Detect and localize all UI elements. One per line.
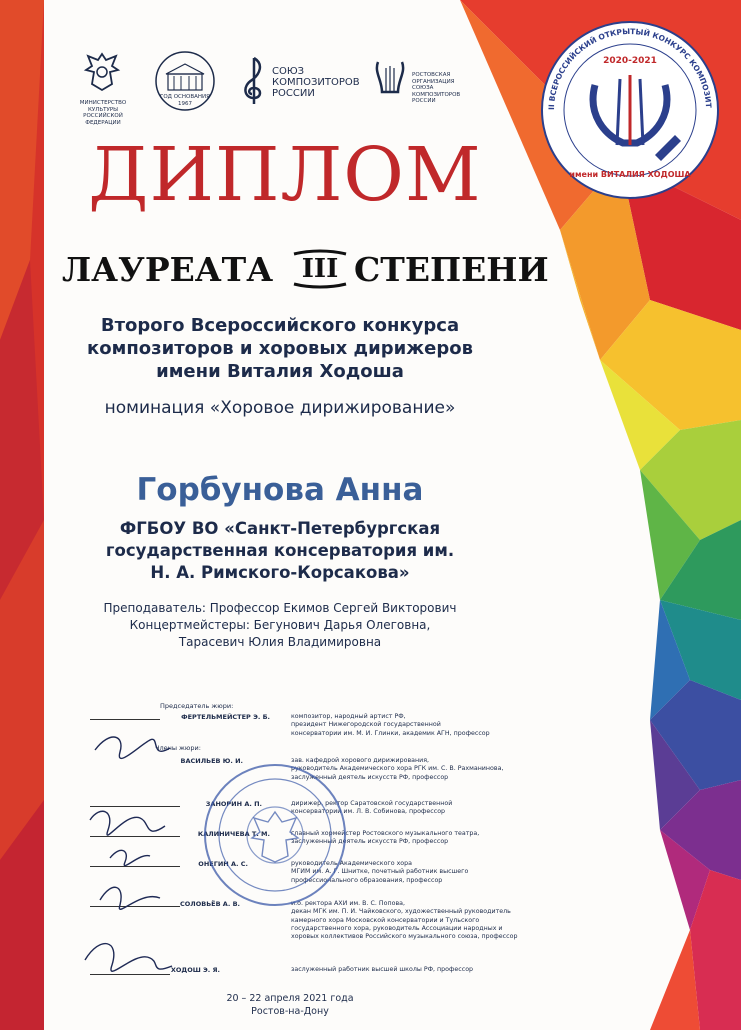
jury-member-name: ХОДОШ Э. Я. (170, 966, 220, 974)
jury-members-label: Члены жюри: (155, 744, 201, 752)
jury-member-desc: главный хормейстер Ростовского музыкального театра, заслуженный деятель искусств РФ, профессор (291, 830, 480, 846)
emblem-years: 2020-2021 (603, 56, 657, 66)
accompanists-line-2: Тарасевич Юлия Владимировна (178, 635, 382, 649)
institution-line-1: ФГБОУ ВО «Санкт-Петербургская (119, 519, 441, 538)
degree-left-word: ЛАУРЕАТА (62, 250, 274, 289)
jury-member-name: СОЛОВЬЁВ А. В. (180, 900, 240, 908)
jury-member-name: ВАСИЛЬЕВ Ю. И. (180, 757, 243, 765)
conservatory-caption: ГОД ОСНОВАНИЯ (160, 94, 210, 100)
conservatory-year: 1967 (178, 101, 192, 107)
accompanists-line-1: Концертмейстеры: Бегунович Дарья Олеговна, (129, 618, 431, 632)
jury-member-desc: и.о. ректора АХИ им. В. С. Попова, декан МГК им. П. И. Чайковского, художественный руководитель камерного хора Московской консерватории и Тульского государственного хора, руководитель Ассоциации народных и хоровых коллективов Российского музыкального союза, профессор (291, 900, 518, 941)
date-place (140, 992, 440, 1018)
union-logo-text: СОЮЗ КОМПОЗИТОРОВ РОССИИ (272, 66, 360, 99)
diploma-title: ДИПЛОМ (88, 132, 482, 218)
event-date: 20 – 22 апреля 2021 года (226, 993, 354, 1004)
event-place: Ростов-на-Дону (251, 1006, 329, 1017)
emblem-bottom-text: имени ВИТАЛИЯ ХОДОША (569, 170, 691, 179)
jury-member-desc: руководитель Академического хора МГИМ им. А. Г. Шнитке, почетный работник высшего профессионального образования, профессор (291, 860, 469, 884)
competition-line-3: имени Виталия Ходоша (156, 361, 404, 382)
jury-chair-desc: композитор, народный артист РФ, президент Нижегородской государственной консерватории им. М. И. Глинки, академик АГН, профессор (291, 713, 490, 737)
competition-line-1: Второго Всероссийского конкурса (100, 315, 460, 336)
rostov-caption: РОСТОВСКАЯ ОРГАНИЗАЦИЯ СОЮЗА КОМПОЗИТОРОВ РОССИИ (412, 72, 461, 104)
ministry-caption: МИНИСТЕРСТВО КУЛЬТУРЫ РОССИЙСКОЙ ФЕДЕРАЦИИ (79, 100, 127, 126)
degree-right-word: СТЕПЕНИ (354, 250, 549, 289)
jury-member-name: ОНЕГИН А. С. (198, 860, 248, 868)
jury-member-desc: заслуженный работник высшей школы РФ, профессор (291, 966, 474, 973)
nomination: номинация «Хоровое дирижирование» (104, 398, 456, 418)
jury-member-desc: дирижер, ректор Саратовской государственной консерватории им. Л. В. Собинова, профессор (291, 800, 453, 816)
jury-member-name: КАЛИНИЧЕВА Т. М. (197, 830, 270, 838)
emblem-ring-text: II ВСЕРОССИЙСКИЙ ОТКРЫТЫЙ КОНКУРС КОМПОЗИТ (546, 26, 714, 111)
laureate-name: Горбунова Анна (136, 472, 424, 508)
jury-chair-label: Председатель жюри: (160, 702, 234, 710)
official-seal (200, 760, 350, 910)
institution-line-2: государственная консерватория им. (105, 541, 455, 560)
institution-line-3: Н. А. Римского-Корсакова» (150, 563, 410, 582)
degree-roman: III (301, 254, 339, 284)
jury-member-name: ЗАНОРИН А. П. (205, 800, 262, 808)
teacher-line: Преподаватель: Профессор Екимов Сергей Викторович (103, 601, 457, 615)
jury-chair-name: ФЕРТЕЛЬМЕЙСТЕР Э. Б. (181, 713, 270, 721)
jury-member-desc: зав. кафедрой хорового дирижирования, руководитель Академического хора РГК им. С. В. Рахманинова, заслуженный деятель искусств РФ, профессор (291, 757, 504, 781)
competition-line-2: композиторов и хоровых дирижеров (87, 338, 473, 359)
